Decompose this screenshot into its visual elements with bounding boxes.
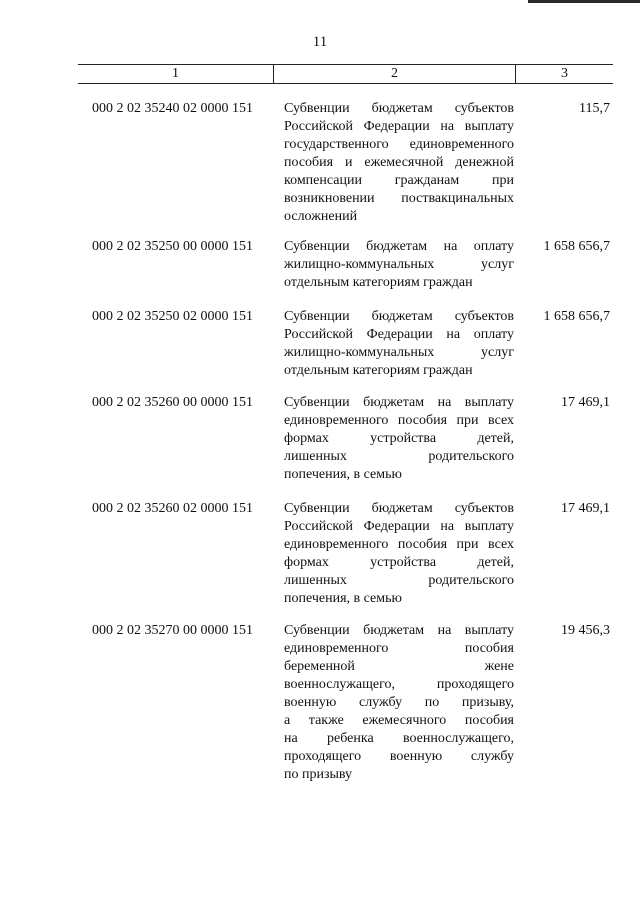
amount-value: 1 658 656,7 (543, 309, 610, 324)
budget-code: 000 2 02 35270 00 0000 151 (92, 623, 253, 638)
description-line: Субвенции бюджетам субъектов (284, 501, 514, 516)
description-line: формах устройства детей, (284, 431, 514, 446)
row-description (284, 500, 514, 608)
description-line: единовременного пособия при всех (284, 537, 514, 552)
header-col-2: 2 (274, 65, 516, 83)
description-line: проходящего военную службу (284, 749, 514, 764)
description-line: лишенных родительского (284, 573, 514, 588)
description-line: отдельным категориям граждан (284, 363, 473, 378)
description-line: возникновении поствакцинальных (284, 191, 514, 206)
description-line: единовременного пособия (284, 641, 514, 656)
description-line: Субвенции бюджетам на выплату (284, 395, 514, 410)
description-line: Российской Федерации на оплату (284, 327, 514, 342)
description-line: попечения, в семью (284, 591, 402, 606)
description-line: Российской Федерации на выплату (284, 119, 514, 134)
description-line: компенсации гражданам при (284, 173, 514, 188)
row-description (284, 308, 514, 380)
row-description (284, 394, 514, 484)
description-line: Субвенции бюджетам субъектов (284, 309, 514, 324)
description-line: осложнений (284, 209, 358, 224)
amount-value: 115,7 (579, 101, 610, 116)
row-description (284, 100, 514, 226)
table-header (78, 64, 613, 84)
description-line: по призыву (284, 767, 353, 782)
header-col-3: 3 (561, 66, 568, 81)
description-line: единовременного пособия при всех (284, 413, 514, 428)
description-line: Субвенции бюджетам субъектов (284, 101, 514, 116)
budget-code: 000 2 02 35260 02 0000 151 (92, 501, 253, 516)
row-description (284, 622, 514, 784)
budget-code: 000 2 02 35250 02 0000 151 (92, 309, 253, 324)
amount-value: 1 658 656,7 (543, 239, 610, 254)
description-line: попечения, в семью (284, 467, 402, 482)
amount-value: 17 469,1 (561, 501, 610, 516)
budget-code: 000 2 02 35250 00 0000 151 (92, 239, 253, 254)
description-line: жилищно-коммунальных услуг (284, 257, 514, 272)
amount-value: 17 469,1 (561, 395, 610, 410)
description-line: формах устройства детей, (284, 555, 514, 570)
page-number: 11 (312, 34, 328, 50)
description-line: государственного единовременного (284, 137, 514, 152)
description-line: Субвенции бюджетам на оплату (284, 239, 514, 254)
header-col-1: 1 (78, 65, 274, 83)
description-line: лишенных родительского (284, 449, 514, 464)
description-line: на ребенка военнослужащего, (284, 731, 514, 746)
description-line: а также ежемесячного пособия (284, 713, 514, 728)
description-line: военнослужащего, проходящего (284, 677, 514, 692)
description-line: отдельным категориям граждан (284, 275, 473, 290)
description-line: военную службу по призыву, (284, 695, 514, 710)
budget-code: 000 2 02 35260 00 0000 151 (92, 395, 253, 410)
description-line: беременной жене (284, 659, 514, 674)
description-line: жилищно-коммунальных услуг (284, 345, 514, 360)
description-line: Субвенции бюджетам на выплату (284, 623, 514, 638)
amount-value: 19 456,3 (561, 623, 610, 638)
top-edge-bar (528, 0, 640, 3)
description-line: Российской Федерации на выплату (284, 519, 514, 534)
budget-code: 000 2 02 35240 02 0000 151 (92, 101, 253, 116)
row-description (284, 238, 514, 292)
description-line: пособия и ежемесячной денежной (284, 155, 514, 170)
